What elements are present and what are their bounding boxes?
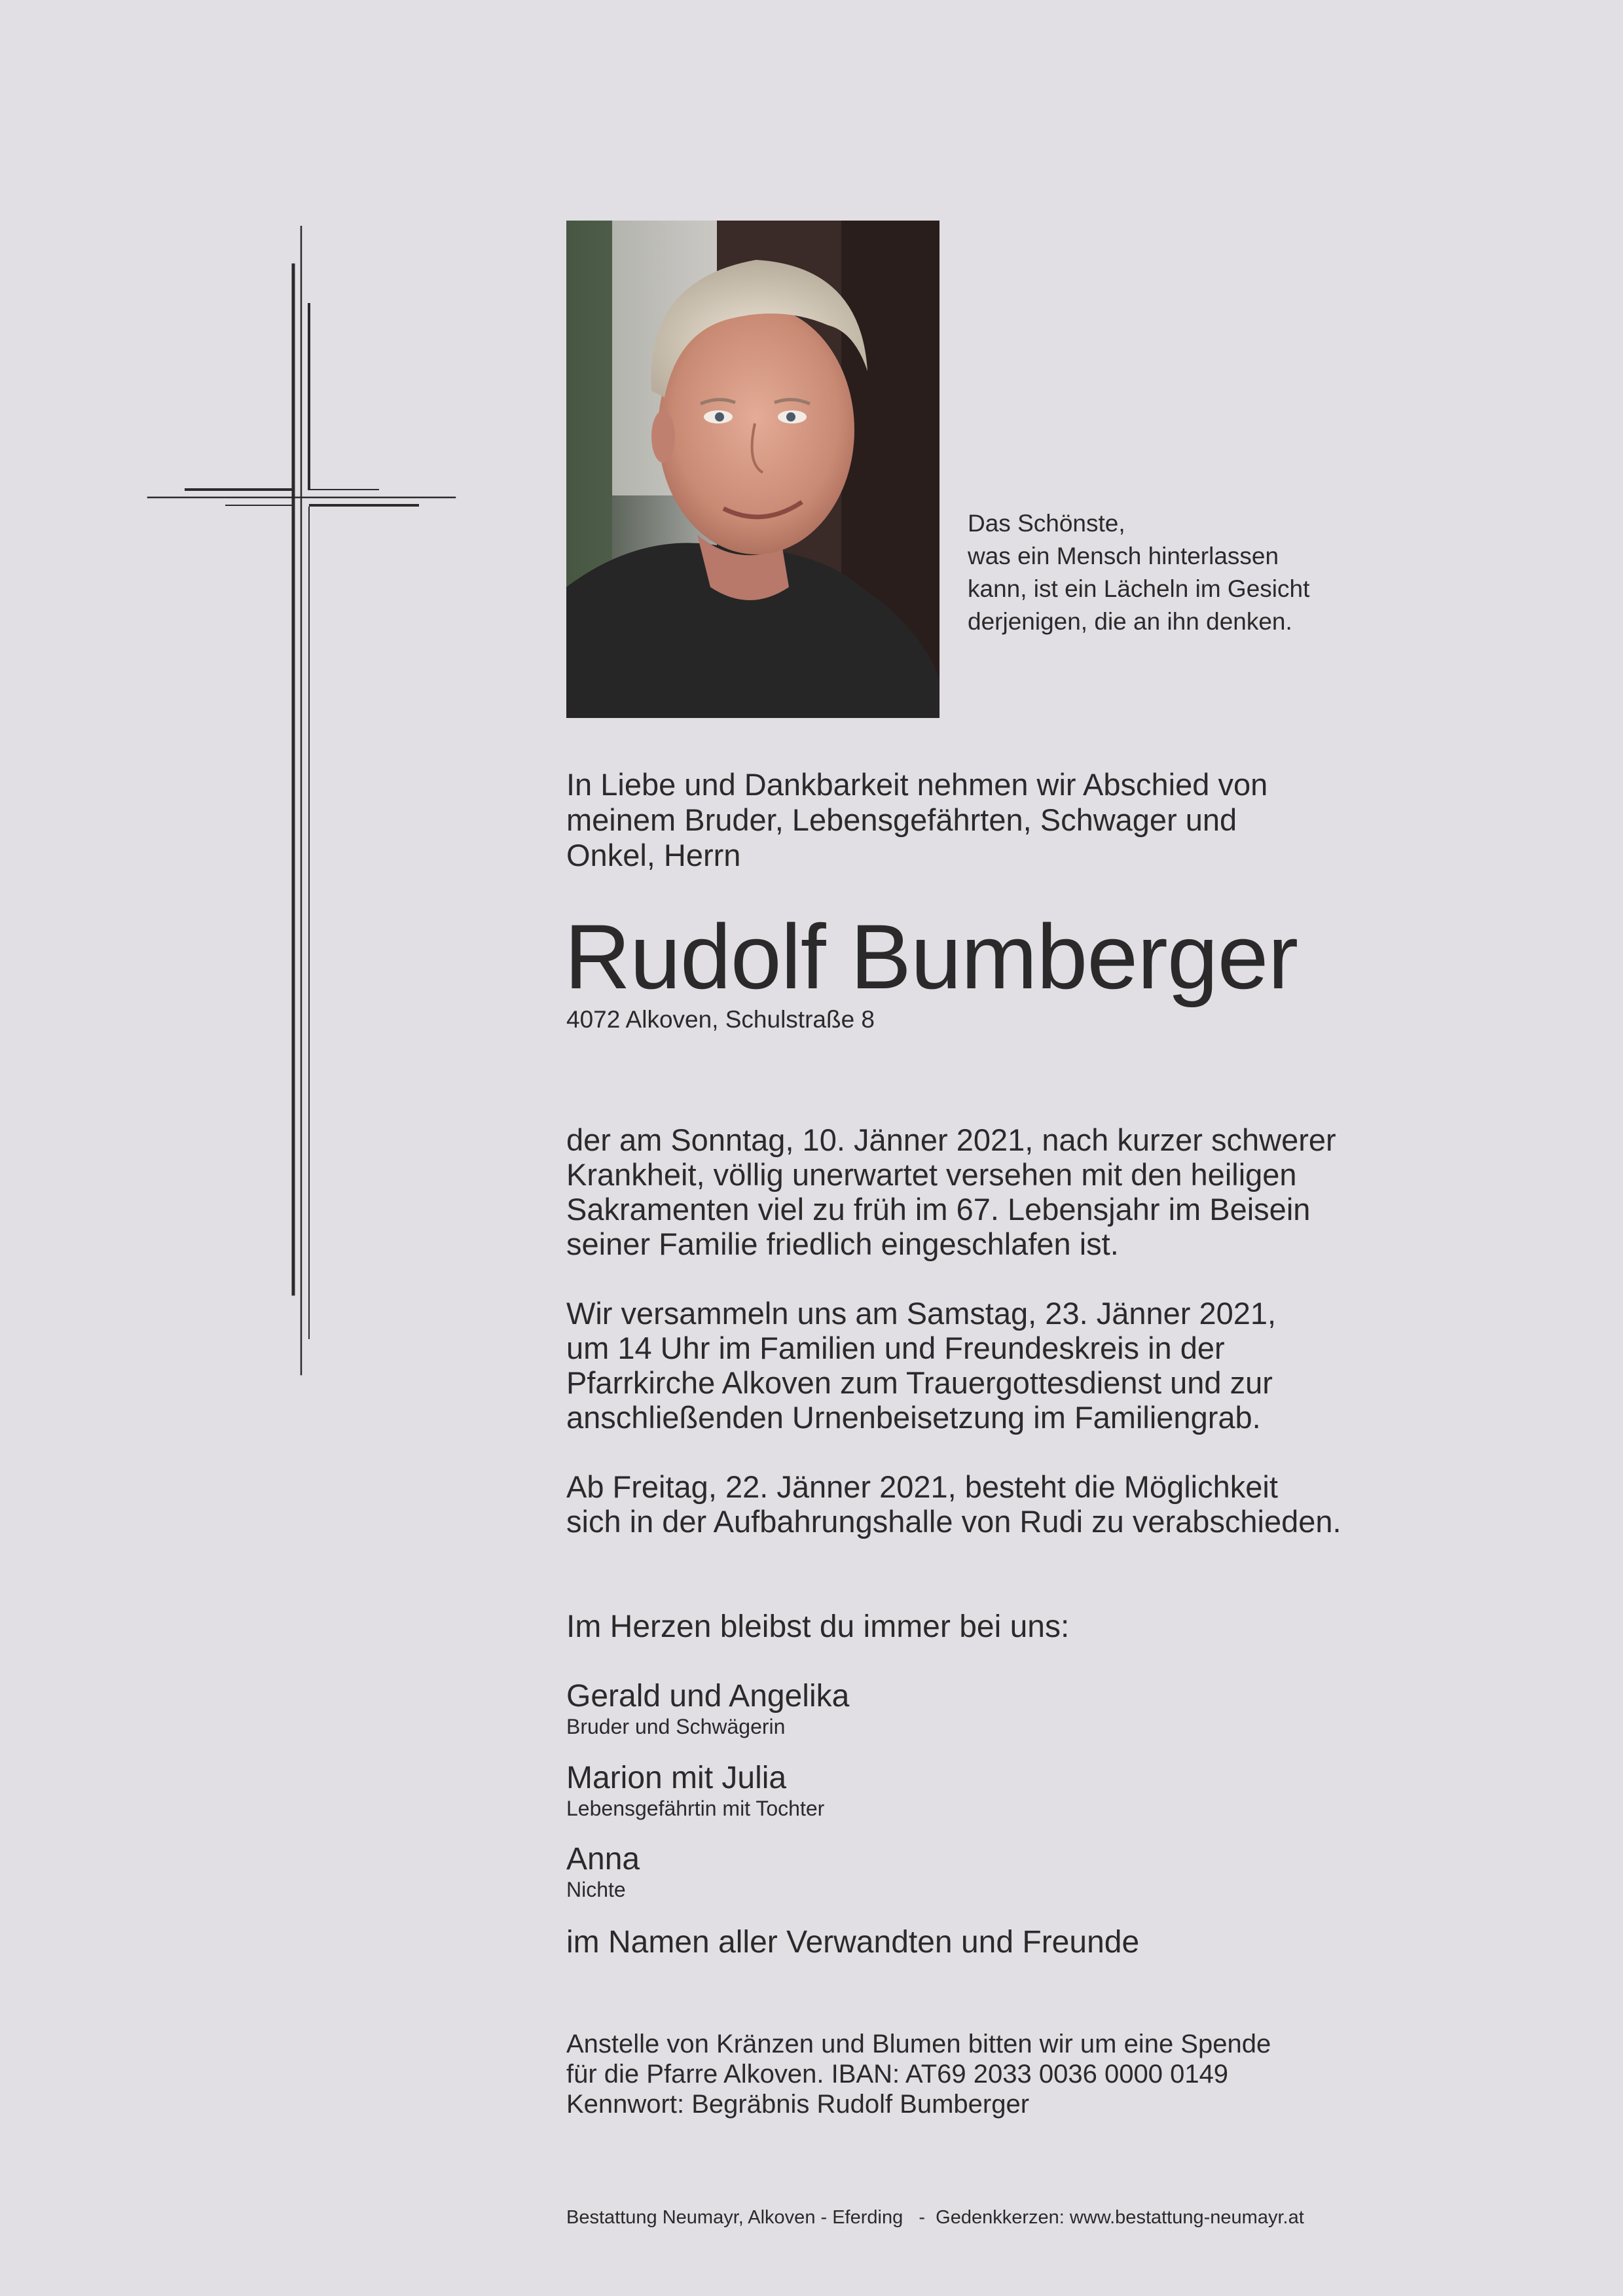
mourners-closing: im Namen aller Verwandten und Freunde: [566, 1925, 1140, 1960]
intro-text: In Liebe und Dankbarkeit nehmen wir Abschied von meinem Bruder, Lebensgefährten, Schwager und Onkel, Herrn: [566, 767, 1268, 872]
death-notice-paragraph: der am Sonntag, 10. Jänner 2021, nach kurzer schwerer Krankheit, völlig unerwartet versehen mit den heiligen Sakramenten viel zu früh im 67. Lebensjahr im Beisein seiner Familie friedlich eingeschlafen ist.: [566, 1122, 1336, 1261]
mourner-name: Gerald und Angelika: [566, 1679, 850, 1713]
mourner-relation: Lebensgefährtin mit Tochter: [566, 1797, 825, 1820]
footer-funeral-home: Bestattung Neumayr, Alkoven - Eferding - Gedenkkerzen: www.bestattung-neumayr.at: [566, 2207, 1304, 2228]
mourners-heading: Im Herzen bleibst du immer bei uns:: [566, 1609, 1070, 1644]
portrait-photo: [566, 221, 939, 718]
mourner-name: Marion mit Julia: [566, 1761, 787, 1795]
memorial-quote: Das Schönste, was ein Mensch hinterlassen kann, ist ein Lächeln im Gesicht derjenigen, die an ihn denken.: [968, 510, 1310, 635]
cross-icon: [144, 226, 458, 1378]
mourner-relation: Nichte: [566, 1878, 626, 1901]
deceased-name: Rudolf Bumberger: [564, 905, 1298, 1008]
funeral-service-paragraph: Wir versammeln uns am Samstag, 23. Jänner 2021, um 14 Uhr im Familien und Freundeskreis in der Pfarrkirche Alkoven zum Trauergottesdienst und zur anschließenden Urnenbeisetzung im Familiengrab.: [566, 1296, 1277, 1435]
viewing-paragraph: Ab Freitag, 22. Jänner 2021, besteht die Möglichkeit sich in der Aufbahrungshalle von Rudi zu verabschieden.: [566, 1469, 1341, 1539]
mourner-entry: [566, 1761, 824, 1821]
mourner-name: Anna: [566, 1842, 640, 1876]
donation-notice: Anstelle von Kränzen und Blumen bitten wir um eine Spende für die Pfarre Alkoven. IBAN: AT69 2033 0036 0000 0149 Kennwort: Begräbnis Rudolf Bumberger: [566, 2030, 1271, 2119]
mourner-entry: [566, 1842, 640, 1902]
mourner-entry: [566, 1679, 849, 1739]
deceased-address: 4072 Alkoven, Schulstraße 8: [566, 1006, 875, 1033]
mourner-relation: Bruder und Schwägerin: [566, 1715, 786, 1738]
